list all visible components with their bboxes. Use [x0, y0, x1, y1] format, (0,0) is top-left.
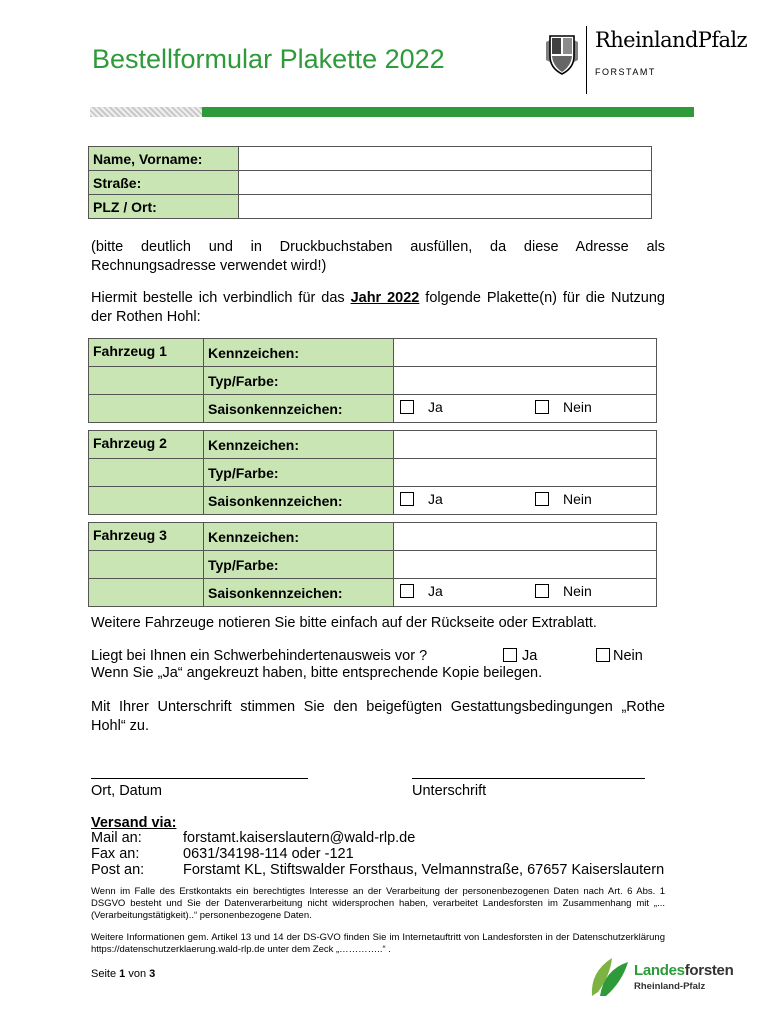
fax-label: Fax an:	[91, 846, 140, 862]
type-field[interactable]	[394, 367, 657, 395]
plate-field[interactable]	[394, 339, 657, 367]
header-bar-green	[202, 107, 694, 117]
crest-icon	[544, 32, 580, 76]
type-label: Typ/Farbe:	[204, 459, 394, 487]
place-date-label: Ort, Datum	[91, 783, 162, 799]
mail-label: Mail an:	[91, 830, 142, 846]
name-field[interactable]	[239, 147, 652, 171]
season-no-option[interactable]	[535, 583, 592, 599]
vehicle-label: Fahrzeug 3	[89, 523, 204, 551]
shipping-heading: Versand via:	[91, 815, 177, 831]
checkbox-icon[interactable]	[400, 584, 414, 598]
checkbox-icon[interactable]	[596, 648, 610, 662]
brand-subtitle: Rheinland-Pfalz	[634, 981, 706, 992]
vehicle-label: Fahrzeug 2	[89, 431, 204, 459]
page-current: 1	[119, 968, 126, 980]
vehicle-label-filler	[89, 459, 204, 487]
signature-line[interactable]	[412, 778, 645, 779]
season-yes-option[interactable]	[400, 491, 443, 507]
page-mid: von	[125, 968, 150, 980]
plate-label: Kennzeichen:	[204, 431, 394, 459]
season-yes-label: Ja	[428, 491, 443, 507]
type-label: Typ/Farbe:	[204, 551, 394, 579]
season-no-label: Nein	[563, 491, 592, 507]
brand-part-b: forsten	[684, 962, 734, 979]
street-label: Straße:	[89, 171, 239, 195]
more-vehicles-note: Weitere Fahrzeuge notieren Sie bitte einfach auf der Rückseite oder Extrablatt.	[91, 615, 597, 631]
logo-name: RheinlandPfalz	[595, 28, 748, 52]
season-no-option[interactable]	[535, 491, 592, 507]
season-no-label: Nein	[563, 583, 592, 599]
brand-part-a: Landes	[634, 962, 685, 979]
vehicle-label-filler	[89, 579, 204, 607]
city-label: PLZ / Ort:	[89, 195, 239, 219]
place-date-line[interactable]	[91, 778, 308, 779]
leaf-icon	[588, 952, 632, 1000]
post-value: Forstamt KL, Stiftswalder Forsthaus, Velmannstraße, 67657 Kaiserslautern	[183, 862, 665, 878]
address-row-city	[89, 195, 652, 219]
vehicle-table-1	[88, 338, 657, 423]
page-pre: Seite	[91, 968, 120, 980]
logo-divider	[586, 26, 587, 94]
plate-label: Kennzeichen:	[204, 339, 394, 367]
mail-value[interactable]: forstamt.kaiserslautern@wald-rlp.de	[183, 830, 416, 846]
vehicle-table-2	[88, 430, 657, 515]
checkbox-icon[interactable]	[535, 584, 549, 598]
page-number	[91, 968, 155, 980]
season-yes-option[interactable]	[400, 583, 443, 599]
logo-subtitle: FORSTAMT	[595, 67, 656, 77]
season-no-label: Nein	[563, 399, 592, 415]
season-options	[394, 487, 657, 515]
disability-question: Liegt bei Ihnen ein Schwerbehindertenausweis vor ?	[91, 648, 428, 664]
address-note: (bitte deutlich und in Druckbuchstaben ausfüllen, da diese Adresse als Rechnungsadresse verwendet wird!)	[91, 239, 665, 274]
season-no-option[interactable]	[535, 399, 592, 415]
brand-name	[634, 962, 733, 979]
vehicle-label-filler	[89, 395, 204, 423]
vehicle-label-filler	[89, 487, 204, 515]
disability-no-label: Nein	[613, 648, 643, 664]
season-options	[394, 395, 657, 423]
checkbox-icon[interactable]	[400, 492, 414, 506]
name-label: Name, Vorname:	[89, 147, 239, 171]
order-year: Jahr 2022	[350, 290, 420, 306]
checkbox-icon[interactable]	[535, 492, 549, 506]
checkbox-icon[interactable]	[503, 648, 517, 662]
plate-field[interactable]	[394, 431, 657, 459]
plate-field[interactable]	[394, 523, 657, 551]
privacy-note: Wenn im Falle des Erstkontakts ein berechtigtes Interesse an der Verarbeitung der personenbezogenen Daten nach Art. 6 Abs. 1 DSGVO besteht und Sie der Datenverarbeitung nicht widersprochen haben, verarbeitet Landesforsten im Zusammenhang mit „...(Verarbeitungstätigkeit)..“ personenbezogene Daten.	[91, 886, 665, 921]
page-total: 3	[149, 968, 156, 980]
season-yes-label: Ja	[428, 583, 443, 599]
vehicle-label-filler	[89, 367, 204, 395]
privacy-info: Weitere Informationen gem. Artikel 13 und 14 der DS-GVO finden Sie im Internetauftritt von Landesforsten in der Datenschutzerklärung https://datenschutzerklaerung.wald-rlp.de unter dem Zeck „…………..“ .	[91, 932, 665, 955]
order-text-pre: Hiermit bestelle ich verbindlich für das	[91, 290, 351, 306]
season-label: Saisonkennzeichen:	[204, 395, 394, 423]
season-options	[394, 579, 657, 607]
checkbox-icon[interactable]	[400, 400, 414, 414]
header-bar-grey	[90, 107, 202, 117]
consent-text: Mit Ihrer Unterschrift stimmen Sie den beigefügten Gestattungsbedingungen „Rothe Hohl“ zu.	[91, 699, 665, 734]
season-yes-label: Ja	[428, 399, 443, 415]
address-row-street	[89, 171, 652, 195]
signature-label: Unterschrift	[412, 783, 487, 799]
season-label: Saisonkennzeichen:	[204, 487, 394, 515]
disability-yes-label: Ja	[522, 648, 538, 664]
season-label: Saisonkennzeichen:	[204, 579, 394, 607]
type-field[interactable]	[394, 459, 657, 487]
plate-label: Kennzeichen:	[204, 523, 394, 551]
disability-hint: Wenn Sie „Ja“ angekreuzt haben, bitte entsprechende Kopie beilegen.	[91, 665, 543, 681]
type-field[interactable]	[394, 551, 657, 579]
vehicle-label: Fahrzeug 1	[89, 339, 204, 367]
fax-value: 0631/34198-114 oder -121	[183, 846, 354, 862]
order-statement	[91, 289, 665, 327]
disability-no-option[interactable]	[596, 647, 643, 666]
landesforsten-logo	[588, 952, 738, 1002]
page-title: Bestellformular Plakette 2022	[92, 44, 445, 74]
season-yes-option[interactable]	[400, 399, 443, 415]
vehicle-table-3	[88, 522, 657, 607]
checkbox-icon[interactable]	[535, 400, 549, 414]
address-row-name	[89, 147, 652, 171]
order-text-post: folgende Plakette(n) für die Nutzung der Rothen Hohl:	[91, 290, 665, 325]
street-field[interactable]	[239, 171, 652, 195]
type-label: Typ/Farbe:	[204, 367, 394, 395]
rlp-logo	[540, 26, 748, 96]
city-field[interactable]	[239, 195, 652, 219]
post-label: Post an:	[91, 862, 145, 878]
address-table	[88, 146, 652, 219]
vehicle-label-filler	[89, 551, 204, 579]
